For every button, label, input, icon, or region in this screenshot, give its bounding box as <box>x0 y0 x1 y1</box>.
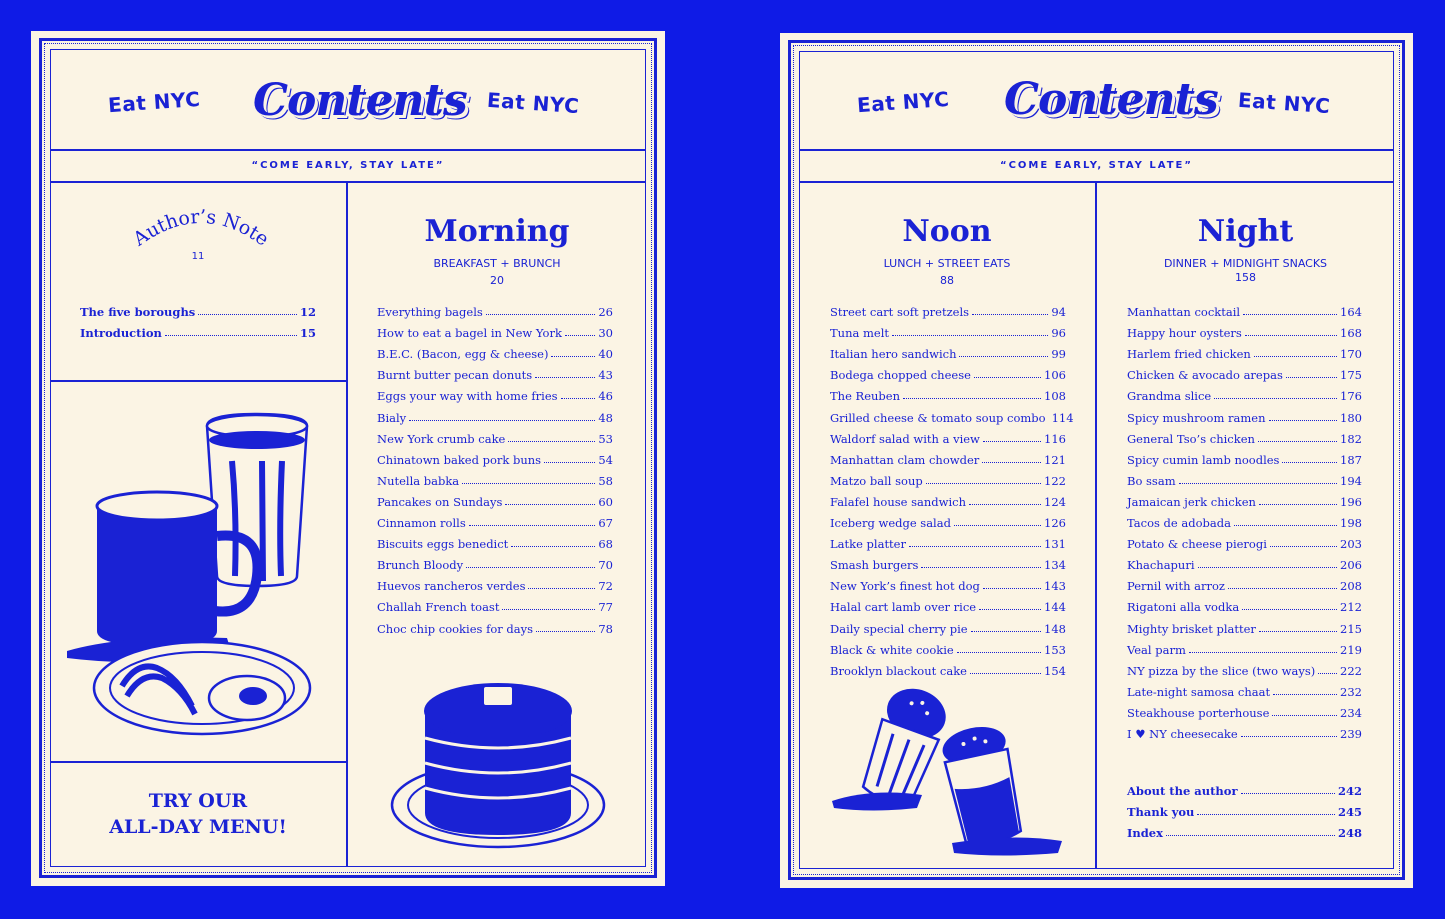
toc-leader <box>972 314 1048 315</box>
toc-entry-page: 99 <box>1051 347 1066 362</box>
toc-leader <box>921 567 1041 568</box>
toc-entry-label: Bialy <box>377 410 407 425</box>
toc-entry-label: Spicy cumin lamb noodles <box>1127 452 1280 467</box>
toc-entry-page: 54 <box>598 452 613 467</box>
toc-entry-page: 40 <box>598 347 613 362</box>
toc-entry-label: B.E.C. (Bacon, egg & cheese) <box>377 347 549 362</box>
toc-leader <box>1254 356 1337 357</box>
toc-entry-page: 176 <box>1340 389 1362 404</box>
toc-entry-page: 53 <box>598 431 613 446</box>
toc-entry-label: NY pizza by the slice (two ways) <box>1127 663 1316 678</box>
pancake-stack-icon <box>388 673 608 863</box>
toc-leader <box>551 356 595 357</box>
toc-entry-page: 239 <box>1340 726 1362 741</box>
toc-entry-page: 43 <box>598 368 613 383</box>
toc-entry <box>377 572 613 593</box>
toc-leader <box>502 609 595 610</box>
toc-entry <box>1127 657 1362 678</box>
toc-entry-label: Chicken & avocado arepas <box>1127 368 1283 383</box>
promo-line-2: ALL-DAY MENU! <box>109 816 287 838</box>
toc-entry-page: 106 <box>1044 368 1066 383</box>
toc-entry <box>377 551 613 572</box>
toc-leader <box>1228 588 1337 589</box>
toc-entry-label: How to eat a bagel in New York <box>377 326 562 341</box>
toc-entry-page: 72 <box>598 579 613 594</box>
toc-entry-page: 187 <box>1340 452 1362 467</box>
toc-entry-page: 60 <box>598 494 613 509</box>
bacon-and-egg-plate-icon <box>94 642 310 734</box>
toc-entry <box>1127 798 1362 819</box>
toc-entry <box>1127 572 1362 593</box>
toc-entry <box>1127 777 1362 798</box>
toc-entry <box>377 509 613 530</box>
motto: “COME EARLY, STAY LATE” <box>1000 160 1193 171</box>
toc-entry-label: New York crumb cake <box>377 431 506 446</box>
noon-recipe-list <box>830 298 1074 678</box>
toc-entry-page: 242 <box>1337 784 1362 799</box>
toc-entry-label: Eggs your way with home fries <box>377 389 558 404</box>
toc-entry-page: 26 <box>598 305 613 320</box>
toc-entry-page: 134 <box>1044 558 1066 573</box>
column-divider <box>1095 181 1097 869</box>
toc-entry <box>1127 593 1362 614</box>
toc-entry-page: 15 <box>299 326 316 341</box>
toc-entry <box>377 403 613 424</box>
toc-entry-page: 222 <box>1340 663 1362 678</box>
noon-subtitle: LUNCH + STREET EATS <box>883 257 1011 270</box>
toc-entry-page: 208 <box>1340 579 1362 594</box>
toc-entry-page: 198 <box>1340 516 1362 531</box>
toc-entry-page: 175 <box>1340 368 1362 383</box>
toc-entry <box>1127 446 1362 467</box>
toc-entry-label: Pancakes on Sundays <box>377 494 503 509</box>
toc-leader <box>528 588 595 589</box>
front-matter-list <box>80 298 316 340</box>
toc-leader <box>974 377 1041 378</box>
toc-leader <box>1259 504 1337 505</box>
toc-leader <box>1273 694 1337 695</box>
toc-entry <box>830 403 1074 425</box>
toc-entry-label: Rigatoni alla vodka <box>1127 600 1240 615</box>
toc-entry <box>80 298 316 319</box>
toc-entry-page: 126 <box>1044 516 1066 531</box>
toc-entry-page: 58 <box>598 473 613 488</box>
toc-entry-page: 245 <box>1337 805 1362 820</box>
toc-entry-label: Halal cart lamb over rice <box>830 600 977 615</box>
toc-entry-page: 68 <box>598 537 613 552</box>
toc-entry-page: 232 <box>1340 684 1362 699</box>
toc-leader <box>1189 652 1337 653</box>
morning-subtitle: BREAKFAST + BRUNCH <box>433 257 561 270</box>
toc-entry-page: 144 <box>1044 600 1066 615</box>
eat-nyc-left: Eat NYC <box>856 86 951 118</box>
toc-entry-label: Veal parm <box>1127 642 1186 657</box>
toc-entry-label: About the author <box>1127 784 1238 799</box>
toc-entry-label: Spicy mushroom ramen <box>1127 410 1266 425</box>
toc-entry-page: 108 <box>1044 389 1066 404</box>
toc-entry-label: Challah French toast <box>377 600 500 615</box>
toc-entry <box>1127 298 1362 319</box>
toc-entry-label: Steakhouse porterhouse <box>1127 705 1270 720</box>
toc-entry-page: 116 <box>1044 431 1066 446</box>
toc-leader <box>505 504 595 505</box>
toc-leader <box>1234 525 1337 526</box>
toc-leader <box>1166 835 1335 836</box>
toc-entry-label: Bo ssam <box>1127 473 1176 488</box>
toc-leader <box>1243 314 1337 315</box>
toc-leader <box>1245 335 1337 336</box>
toc-entry-label: Bodega chopped cheese <box>830 368 971 383</box>
toc-entry-label: Italian hero sandwich <box>830 347 957 362</box>
toc-entry <box>1127 509 1362 530</box>
toc-entry <box>80 319 316 340</box>
toc-leader <box>1242 609 1337 610</box>
left-page <box>31 31 665 886</box>
toc-leader <box>508 441 595 442</box>
toc-entry-page: 48 <box>598 410 613 425</box>
toc-entry <box>830 657 1066 678</box>
toc-entry <box>830 298 1066 319</box>
toc-entry-label: Smash burgers <box>830 558 919 573</box>
toc-entry <box>377 361 613 382</box>
toc-leader <box>466 567 595 568</box>
toc-entry <box>830 319 1066 340</box>
toc-leader <box>544 462 595 463</box>
toc-entry <box>377 298 613 319</box>
toc-entry-page: 121 <box>1044 452 1066 467</box>
toc-entry <box>1127 530 1362 551</box>
toc-entry-label: Potato & cheese pierogi <box>1127 537 1267 552</box>
eat-nyc-right: Eat NYC <box>1237 87 1332 119</box>
toc-entry-label: Introduction <box>80 326 162 341</box>
toc-entry <box>830 593 1066 614</box>
toc-entry <box>1127 678 1362 699</box>
svg-text:Author’s Note: Author’s Note <box>129 205 273 251</box>
toc-entry <box>830 614 1066 635</box>
toc-leader <box>1259 631 1337 632</box>
toc-leader <box>1241 793 1335 794</box>
toc-entry <box>1127 488 1362 509</box>
toc-leader <box>511 546 595 547</box>
salt-and-pepper-illustration <box>832 683 1072 858</box>
toc-leader <box>1286 377 1337 378</box>
toc-entry-label: Khachapuri <box>1127 558 1195 573</box>
morning-title: Morning <box>424 214 570 249</box>
toc-entry-label: New York’s finest hot dog <box>830 579 980 594</box>
toc-entry-page: 124 <box>1044 494 1066 509</box>
salt-shaker-icon <box>857 683 953 810</box>
toc-leader <box>1197 814 1335 815</box>
toc-leader <box>1241 736 1337 737</box>
toc-entry-label: Pernil with arroz <box>1127 579 1225 594</box>
contents-title: Contents <box>253 75 467 126</box>
toc-entry <box>377 446 613 467</box>
toc-leader <box>462 483 595 484</box>
toc-entry <box>1127 636 1362 657</box>
toc-leader <box>909 546 1041 547</box>
toc-entry-label: Street cart soft pretzels <box>830 305 970 320</box>
toc-entry-label: Matzo ball soup <box>830 473 923 488</box>
toc-entry-page: 164 <box>1340 305 1362 320</box>
toc-entry-page: 203 <box>1340 537 1362 552</box>
toc-entry-page: 12 <box>299 305 316 320</box>
toc-entry <box>1127 819 1362 840</box>
toc-leader <box>926 483 1041 484</box>
toc-entry-label: Tuna melt <box>830 326 890 341</box>
toc-entry <box>830 488 1066 509</box>
toc-entry <box>830 340 1066 361</box>
toc-entry <box>830 530 1066 551</box>
toc-entry-label: The five boroughs <box>80 305 196 320</box>
pepper-shaker-icon <box>939 722 1026 849</box>
toc-entry-page: 131 <box>1044 537 1066 552</box>
toc-entry-page: 248 <box>1337 826 1362 841</box>
toc-entry-page: 154 <box>1044 663 1066 678</box>
toc-leader <box>983 588 1041 589</box>
toc-entry-label: Black & white cookie <box>830 642 954 657</box>
toc-entry-label: Waldorf salad with a view <box>830 431 980 446</box>
toc-entry <box>830 425 1066 446</box>
toc-entry <box>1127 403 1362 424</box>
toc-leader <box>1198 567 1338 568</box>
toc-entry-page: 219 <box>1340 642 1362 657</box>
toc-entry-page: 180 <box>1340 410 1362 425</box>
promo-line-1: TRY OUR <box>148 790 248 812</box>
toc-entry-label: Mighty brisket platter <box>1127 621 1256 636</box>
noon-title: Noon <box>902 214 992 249</box>
toc-entry-label: Happy hour oysters <box>1127 326 1242 341</box>
toc-entry <box>1127 319 1362 340</box>
motto-divider <box>50 181 646 183</box>
toc-entry-page: 122 <box>1044 473 1066 488</box>
toc-leader <box>409 420 595 421</box>
toc-leader <box>1258 441 1337 442</box>
right-page <box>780 33 1413 888</box>
toc-leader <box>1270 546 1337 547</box>
toc-leader <box>979 609 1041 610</box>
toc-leader <box>565 335 595 336</box>
toc-entry-page: 143 <box>1044 579 1066 594</box>
toc-entry-label: Choc chip cookies for days <box>377 621 534 636</box>
toc-leader <box>971 631 1041 632</box>
toc-entry-label: Huevos rancheros verdes <box>377 579 526 594</box>
toc-entry <box>377 467 613 488</box>
toc-entry-label: Cinnamon rolls <box>377 516 466 531</box>
morning-page: 20 <box>490 274 504 287</box>
toc-entry-label: Jamaican jerk chicken <box>1127 494 1256 509</box>
toc-entry-page: 94 <box>1051 305 1066 320</box>
motto: “COME EARLY, STAY LATE” <box>251 160 445 171</box>
night-recipe-list <box>1127 298 1362 741</box>
toc-entry-page: 96 <box>1051 326 1066 341</box>
toc-leader <box>1318 673 1337 674</box>
toc-entry-page: 153 <box>1044 642 1066 657</box>
back-matter-list <box>1127 777 1362 840</box>
breakfast-illustration <box>67 406 337 736</box>
toc-leader <box>903 398 1041 399</box>
toc-entry <box>830 509 1066 530</box>
toc-entry-label: General Tso’s chicken <box>1127 431 1255 446</box>
toc-entry-label: Biscuits eggs benedict <box>377 537 509 552</box>
toc-leader <box>982 462 1041 463</box>
toc-entry <box>377 340 613 361</box>
toc-entry-label: Manhattan cocktail <box>1127 305 1241 320</box>
toc-entry-page: 78 <box>598 621 613 636</box>
toc-entry-label: Grandma slice <box>1127 389 1212 404</box>
toc-entry-label: Manhattan clam chowder <box>830 452 980 467</box>
toc-leader <box>954 525 1041 526</box>
toc-entry <box>377 593 613 614</box>
toc-entry-page: 148 <box>1044 621 1066 636</box>
toc-entry <box>830 636 1066 657</box>
toc-entry-label: Everything bagels <box>377 305 483 320</box>
night-title: Night <box>1197 214 1294 249</box>
toc-leader <box>1179 483 1337 484</box>
noon-page: 88 <box>940 274 954 287</box>
toc-leader <box>535 377 595 378</box>
toc-entry-label: Harlem fried chicken <box>1127 347 1251 362</box>
toc-entry <box>377 488 613 509</box>
toc-entry-label: Thank you <box>1127 805 1195 820</box>
toc-entry-page: 182 <box>1340 431 1362 446</box>
contents-title: Contents <box>1004 74 1218 125</box>
toc-leader <box>486 314 596 315</box>
toc-leader <box>165 335 297 336</box>
toc-entry-page: 77 <box>598 600 613 615</box>
toc-entry <box>1127 361 1362 382</box>
toc-entry <box>1127 382 1362 403</box>
authors-note-page: 11 <box>191 251 205 262</box>
toc-leader <box>1269 420 1338 421</box>
toc-entry-label: Brooklyn blackout cake <box>830 663 967 678</box>
toc-entry <box>377 425 613 446</box>
toc-entry <box>1127 720 1362 741</box>
night-subtitle: DINNER + MIDNIGHT SNACKS <box>1163 257 1328 270</box>
toc-leader <box>561 398 596 399</box>
toc-entry <box>377 530 613 551</box>
toc-entry-label: Nutella babka <box>377 473 460 488</box>
promo-divider <box>50 761 346 763</box>
toc-entry-page: 168 <box>1340 326 1362 341</box>
toc-entry-label: Latke platter <box>830 537 906 552</box>
morning-recipe-list <box>377 298 613 636</box>
toc-leader <box>1214 398 1337 399</box>
toc-leader <box>469 525 596 526</box>
toc-leader <box>198 314 297 315</box>
toc-leader <box>536 631 595 632</box>
toc-leader <box>983 441 1041 442</box>
toc-leader <box>1272 715 1337 716</box>
toc-entry <box>830 382 1066 403</box>
toc-entry-page: 215 <box>1340 621 1362 636</box>
toc-entry-page: 114 <box>1051 410 1074 425</box>
toc-entry <box>377 382 613 403</box>
all-day-menu-promo <box>50 788 346 840</box>
toc-entry <box>377 614 613 635</box>
toc-entry-label: The Reuben <box>830 389 900 404</box>
toc-entry-page: 67 <box>598 516 613 531</box>
toc-entry-label: I ♥ NY cheesecake <box>1127 726 1238 741</box>
toc-entry-label: Tacos de adobada <box>1127 516 1231 531</box>
toc-entry <box>830 572 1066 593</box>
toc-entry-label: Late-night samosa chaat <box>1127 684 1271 699</box>
toc-entry <box>1127 425 1362 446</box>
toc-entry-page: 46 <box>598 389 613 404</box>
toc-entry-page: 206 <box>1340 558 1362 573</box>
toc-leader <box>959 356 1048 357</box>
night-page: 158 <box>1235 271 1256 284</box>
toc-entry-page: 196 <box>1340 494 1362 509</box>
eat-nyc-right: Eat NYC <box>486 87 581 119</box>
toc-entry <box>1127 699 1362 720</box>
toc-entry-page: 30 <box>598 326 613 341</box>
toc-entry-label: Burnt butter pecan donuts <box>377 368 533 383</box>
toc-entry <box>1127 614 1362 635</box>
eat-nyc-left: Eat NYC <box>107 86 202 118</box>
toc-leader <box>892 335 1048 336</box>
toc-entry <box>830 361 1066 382</box>
toc-entry-page: 212 <box>1340 600 1362 615</box>
authors-note-divider <box>50 380 346 382</box>
toc-leader <box>970 673 1041 674</box>
toc-leader <box>969 504 1041 505</box>
toc-entry-label: Daily special cherry pie <box>830 621 968 636</box>
toc-entry <box>1127 467 1362 488</box>
toc-leader <box>957 652 1041 653</box>
toc-entry-label: Grilled cheese & tomato soup combo <box>830 410 1046 425</box>
toc-leader <box>1282 462 1337 463</box>
toc-entry <box>830 551 1066 572</box>
toc-entry-page: 70 <box>598 558 613 573</box>
toc-entry-page: 170 <box>1340 347 1362 362</box>
toc-entry <box>377 319 613 340</box>
toc-entry <box>830 467 1066 488</box>
toc-entry-page: 194 <box>1340 473 1362 488</box>
toc-entry <box>830 446 1066 467</box>
toc-entry-label: Chinatown baked pork buns <box>377 452 542 467</box>
toc-entry-label: Brunch Bloody <box>377 558 464 573</box>
toc-entry <box>1127 340 1362 361</box>
toc-entry-label: Index <box>1127 826 1163 841</box>
toc-entry <box>1127 551 1362 572</box>
toc-entry-label: Falafel house sandwich <box>830 494 966 509</box>
header-divider <box>799 149 1394 151</box>
toc-entry-label: Iceberg wedge salad <box>830 516 951 531</box>
header-divider <box>50 149 646 151</box>
toc-entry-page: 234 <box>1340 705 1362 720</box>
